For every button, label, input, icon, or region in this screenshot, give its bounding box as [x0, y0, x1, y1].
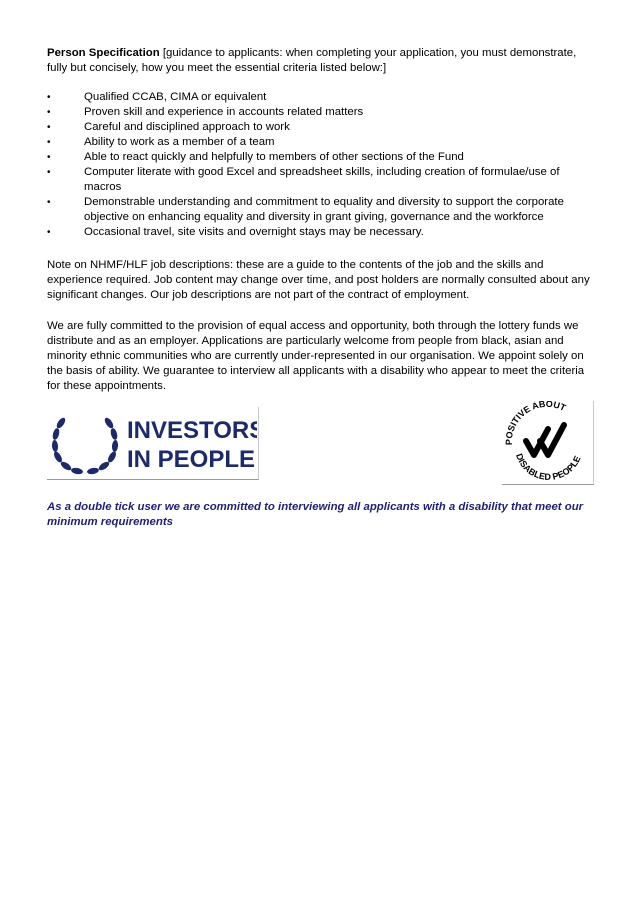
investors-line2: IN PEOPLE: [127, 446, 256, 473]
criteria-item: • Careful and disciplined approach to work: [47, 121, 290, 133]
bullet-icon: •: [47, 92, 51, 103]
criteria-item: • Qualified CCAB, CIMA or equivalent: [47, 91, 267, 103]
bullet-icon: •: [47, 167, 51, 178]
bullet-icon: •: [47, 107, 51, 118]
criteria-item: • Computer literate with good Excel and spreadsheet skills, including creation of formulae/use of macros: [47, 166, 560, 193]
investors-in-people-logo: [47, 407, 259, 480]
disabled-people-text: DISABLED PEOPLE: [513, 452, 583, 482]
criteria-item: • Able to react quickly and helpfully to members of other sections of the Fund: [47, 151, 464, 163]
double-tick-statement: As a double tick user we are committed to interviewing all applicants with a disability that meet our minimum requirements: [47, 501, 584, 528]
bullet-icon: •: [47, 137, 51, 148]
investors-line1: INVESTORS: [127, 417, 257, 444]
positive-about-disabled-people-logo: [502, 401, 594, 485]
job-description-note: Note on NHMF/HLF job descriptions: these are a guide to the contents of the job and the skills and experience required. Job content may change over time, and post holders are normally consulted about any significant changes. Our job descriptions are not part of the contract of employment.: [47, 259, 590, 301]
criteria-item: • Proven skill and experience in accounts related matters: [47, 106, 364, 118]
equal-access-statement: We are fully committed to the provision of equal access and opportunity, both through the lottery funds we distribute and as an employer. Applications are particularly welcome from people from black, asian and minority ethnic communities who are currently under-represented in our organisation. We appoint solely on the basis of ability. We guarantee to interview all applicants with a disability who appear to meet the criteria for these appointments.: [47, 320, 585, 392]
person-spec-intro: [47, 46, 595, 76]
person-spec-guidance: [guidance to applicants: when completing your application, you must demonstrate, fully but concisely, how you meet the essential criteria listed below:]: [47, 47, 577, 74]
criteria-item: • Ability to work as a member of a team: [47, 136, 275, 148]
positive-about-text: POSITIVE ABOUT: [503, 401, 568, 446]
laurel-wreath-icon: [47, 407, 257, 479]
person-spec-title: Person Specification: [47, 47, 160, 59]
bullet-icon: •: [47, 122, 51, 133]
criteria-item: • Demonstrable understanding and commitment to equality and diversity to support the corporate objective on enhancing equality and diversity in grant giving, governance and the workforce: [47, 196, 564, 223]
criteria-item: • Occasional travel, site visits and overnight stays may be necessary.: [47, 226, 424, 238]
bullet-icon: •: [47, 152, 51, 163]
logo-row: [47, 401, 595, 487]
bullet-icon: •: [47, 227, 51, 238]
double-tick-icon: [502, 401, 592, 483]
bullet-icon: •: [47, 197, 51, 208]
criteria-list: [47, 90, 595, 240]
document-content: [47, 46, 595, 530]
